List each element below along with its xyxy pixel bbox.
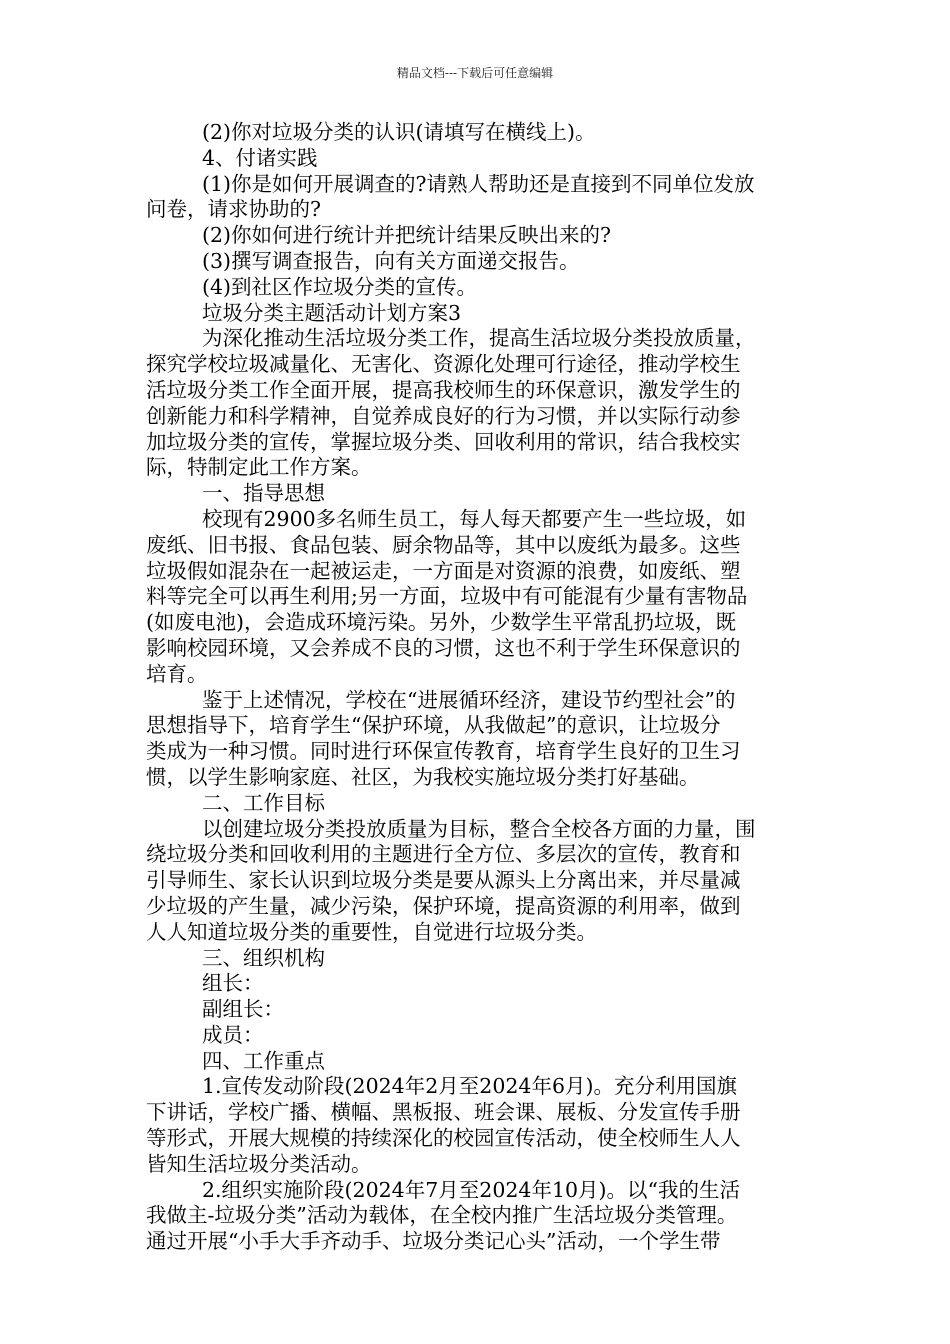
text-line: 加垃圾分类的宣传，掌握垃圾分类、回收利用的常识，结合我校实 xyxy=(146,429,741,454)
text-line: 等形式，开展大规模的持续深化的校园宣传活动，使全校师生人人 xyxy=(146,1126,741,1151)
text-line: 引导师生、家长认识到垃圾分类是要从源头上分离出来，并尽量减 xyxy=(146,868,741,893)
text-line: 影响校园环境，又会养成不良的习惯，这也不利于学生环保意识的 xyxy=(146,635,741,660)
text-line: 以创建垃圾分类投放质量为目标，整合全校各方面的力量，围 xyxy=(202,816,756,841)
text-line: 1.宣传发动阶段(2024年2月至2024年6月)。充分利用国旗 xyxy=(202,1074,737,1099)
text-line: 三、组织机构 xyxy=(202,945,325,970)
text-line: 组长： xyxy=(202,971,264,996)
text-line: 料等完全可以再生利用;另一方面，垃圾中有可能混有少量有害物品 xyxy=(146,584,748,609)
text-line: (3)撰写调查报告，向有关方面递交报告。 xyxy=(202,248,580,273)
text-line: 垃圾分类主题活动计划方案3 xyxy=(202,300,462,325)
text-line: 创新能力和科学精神，自觉养成良好的行为习惯，并以实际行动参 xyxy=(146,403,741,428)
text-line: 下讲话，学校广播、横幅、黑板报、班会课、展板、分发宣传手册 xyxy=(146,1100,741,1125)
text-line: 鉴于上述情况，学校在“进展循环经济，建设节约型社会”的 xyxy=(202,687,736,712)
text-line: 成员： xyxy=(202,1022,264,1047)
text-line: (2)你对垃圾分类的认识(请填写在横线上)。 xyxy=(202,120,596,144)
text-line: 探究学校垃圾减量化、无害化、资源化处理可行途径，推动学校生 xyxy=(146,352,741,377)
text-line: (2)你如何进行统计并把统计结果反映出来的? xyxy=(202,223,612,248)
text-line: 校现有2900多名师生员工，每人每天都要产生一些垃圾，如 xyxy=(202,506,747,531)
text-line: 类成为一种习惯。同时进行环保宣传教育，培育学生良好的卫生习 xyxy=(146,739,741,764)
text-line: (4)到社区作垃圾分类的宣传。 xyxy=(202,274,478,299)
page-header: 精品文档---下载后可任意编辑 xyxy=(396,66,554,80)
text-line: (如废电池)，会造成环境污染。另外，少数学生平常乱扔垃圾，既 xyxy=(146,610,736,635)
text-line: 我做主-垃圾分类”活动为载体，在全校内推广生活垃圾分类管理。 xyxy=(146,1203,738,1228)
text-line: 思想指导下，培育学生“保护环境，从我做起”的意识，让垃圾分 xyxy=(146,713,721,738)
text-line: 四、工作重点 xyxy=(202,1048,325,1073)
text-line: 4、付诸实践 xyxy=(202,145,318,170)
text-line: 少垃圾的产生量，减少污染，保护环境，提高资源的利用率，做到 xyxy=(146,893,741,918)
text-line: 活垃圾分类工作全面开展，提高我校师生的环保意识，激发学生的 xyxy=(146,377,741,402)
document-body xyxy=(146,120,816,1255)
text-line: 问卷，请求协助的? xyxy=(146,197,321,222)
text-line: 为深化推动生活垃圾分类工作，提高生活垃圾分类投放质量， xyxy=(202,326,756,351)
text-line: 惯，以学生影响家庭、社区，为我校实施垃圾分类打好基础。 xyxy=(146,764,700,789)
text-line: 2.组织实施阶段(2024年7月至2024年10月)。以“我的生活 xyxy=(202,1177,741,1202)
text-line: 副组长： xyxy=(202,997,284,1022)
text-line: 培育。 xyxy=(146,661,208,686)
text-line: 绕垃圾分类和回收利用的主题进行全方位、多层次的宣传，教育和 xyxy=(146,842,741,867)
text-line: 一、指导思想 xyxy=(202,481,325,506)
text-line: 二、工作目标 xyxy=(202,790,325,815)
text-line: 废纸、旧书报、食品包装、厨余物品等，其中以废纸为最多。这些 xyxy=(146,532,741,557)
text-line: 垃圾假如混杂在一起被运走，一方面是对资源的浪费，如废纸、塑 xyxy=(146,558,741,583)
text-line: 人人知道垃圾分类的重要性，自觉进行垃圾分类。 xyxy=(146,919,597,944)
text-line: 际，特制定此工作方案。 xyxy=(146,455,372,480)
text-line: (1)你是如何开展调查的?请熟人帮助还是直接到不同单位发放 xyxy=(202,171,755,196)
text-line: 皆知生活垃圾分类活动。 xyxy=(146,1151,372,1176)
text-line: 通过开展“小手大手齐动手、垃圾分类记心头”活动，一个学生带 xyxy=(146,1229,721,1254)
